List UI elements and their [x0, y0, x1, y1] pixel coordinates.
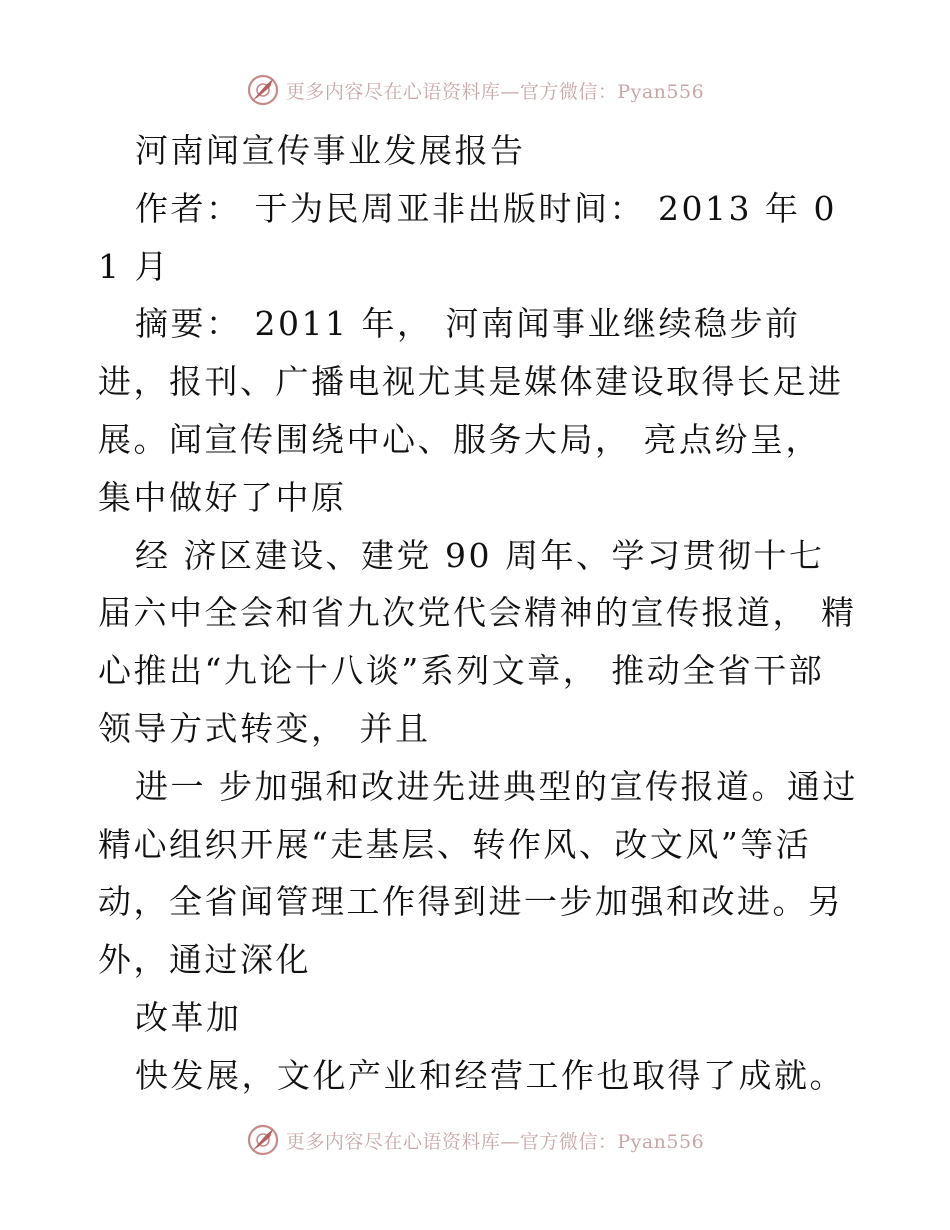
header-watermark-banner [0, 70, 950, 110]
document-byline: 作者： 于为民周亚非出版时间： 2013 年 01 月 [98, 188, 837, 286]
document-title: 河南闻宣传事业发展报告 [135, 131, 526, 170]
paragraph-economic-zone: 经 济区建设、建党 90 周年、学习贯彻十七届六中全会和省九次党代会精神的宣传报道， 精心推出“九论十八谈”系列文章， 推动全省干部领导方式转变， 并且 [98, 535, 857, 748]
footer-watermark-banner [0, 1120, 950, 1160]
footer-watermark-text: 更多内容尽在心语资料库—官方微信：Pyan556 [285, 1130, 705, 1153]
header-watermark-text: 更多内容尽在心语资料库—官方微信：Pyan556 [285, 80, 705, 103]
paragraph-abstract: 摘要： 2011 年， 河南闻事业继续稳步前进，报刊、广播电视尤其是媒体建设取得长足进展。闻宣传围绕中心、服务大局， 亮点纷呈， 集中做好了中原 [98, 304, 844, 517]
quill-logo-icon [246, 1123, 280, 1157]
paragraph-typical-reporting: 进一 步加强和改进先进典型的宣传报道。通过精心组织开展“走基层、转作风、改文风”等活动，全省闻管理工作得到进一步加强和改进。另外，通过深化 [98, 766, 858, 980]
document-body [98, 122, 858, 1105]
paragraph-development: 快发展，文化产业和经营工作也取得了成就。 [135, 1055, 845, 1095]
paragraph-reform-fragment: 改革加 [135, 997, 242, 1037]
quill-logo-icon [246, 73, 280, 107]
